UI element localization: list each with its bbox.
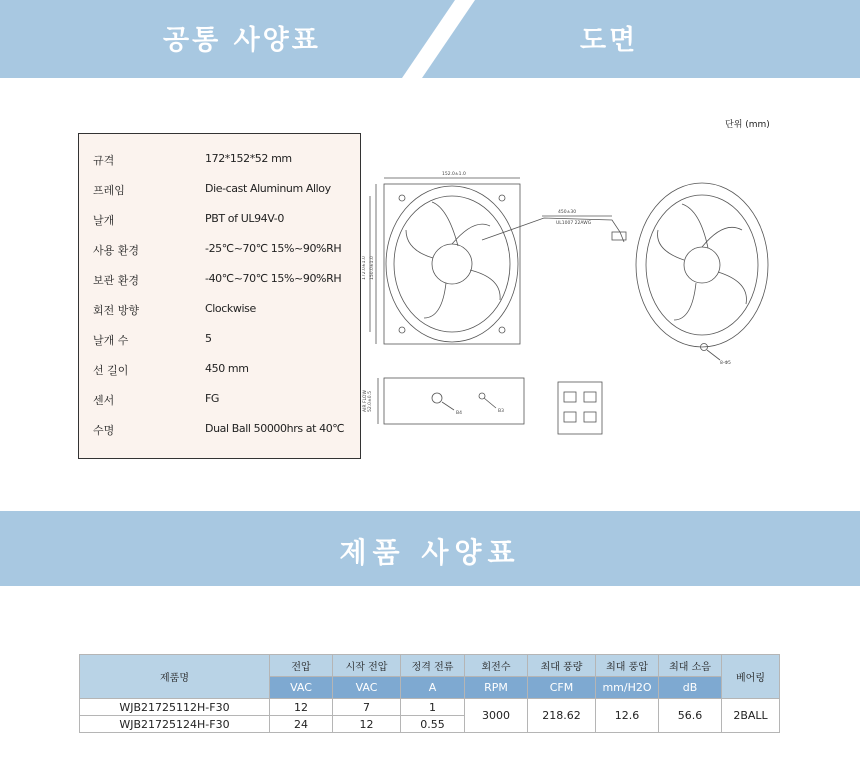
mini-diagram-part bbox=[564, 412, 576, 422]
mini-diagram bbox=[558, 382, 602, 434]
start-voltage-cell: 7 bbox=[333, 699, 401, 716]
voltage-cell: 12 bbox=[270, 699, 333, 716]
model-cell: WJB21725112H-F30 bbox=[80, 699, 270, 716]
mount-hole bbox=[399, 195, 405, 201]
header-band bbox=[0, 0, 860, 78]
spec-label: 센서 bbox=[93, 394, 115, 407]
product-spec-title: 제품 사양표 bbox=[339, 536, 521, 569]
product-spec-table bbox=[79, 654, 780, 733]
spec-label: 프레임 bbox=[93, 184, 125, 197]
mount-hole bbox=[499, 327, 505, 333]
spec-label: 날개 bbox=[93, 214, 115, 227]
spec-value: Dual Ball 50000hrs at 40℃ bbox=[205, 422, 345, 435]
table-header: 베어링 bbox=[722, 655, 780, 699]
noise-cell: 56.6 bbox=[659, 699, 722, 733]
spec-value: PBT of UL94V-0 bbox=[205, 212, 284, 225]
spec-row bbox=[79, 239, 360, 261]
arrow-a-label: B4 bbox=[456, 411, 462, 416]
unit-header: VAC bbox=[333, 677, 401, 699]
spec-value: -25℃~70℃ 15%~90%RH bbox=[205, 242, 342, 255]
table-header: 제품명 bbox=[80, 655, 270, 699]
table-header: 최대 풍량 bbox=[528, 655, 596, 677]
spec-value: -40℃~70℃ 15%~90%RH bbox=[205, 272, 342, 285]
spec-label: 규격 bbox=[93, 154, 115, 167]
table-header: 최대 소음 bbox=[659, 655, 722, 677]
unit-note: 단위 (mm) bbox=[725, 120, 770, 130]
table-row bbox=[80, 699, 780, 716]
side-arrow-leader bbox=[484, 398, 496, 408]
spec-value: 172*152*52 mm bbox=[205, 152, 292, 165]
spec-row bbox=[79, 299, 360, 321]
rpm-cell: 3000 bbox=[465, 699, 528, 733]
spec-label: 회전 방향 bbox=[93, 304, 140, 317]
spec-table bbox=[78, 133, 361, 459]
connector bbox=[612, 232, 626, 240]
spec-label: 보관 환경 bbox=[93, 274, 140, 287]
spec-row bbox=[79, 359, 360, 381]
cfm-cell: 218.62 bbox=[528, 699, 596, 733]
common-spec-title: 공통 사양표 bbox=[163, 25, 321, 56]
spec-row bbox=[79, 179, 360, 201]
pressure-cell: 12.6 bbox=[596, 699, 659, 733]
hole-label: 8-Φ5 bbox=[720, 361, 731, 366]
unit-header: RPM bbox=[465, 677, 528, 699]
fan-technical-drawing bbox=[362, 160, 782, 440]
start-voltage-cell: 12 bbox=[333, 716, 401, 733]
voltage-cell: 24 bbox=[270, 716, 333, 733]
unit-header: A bbox=[401, 677, 465, 699]
lead-wire bbox=[482, 218, 624, 242]
dim-top-label: 152.0±1.0 bbox=[442, 172, 466, 177]
fan-frame-inner bbox=[394, 196, 510, 332]
fan-hub bbox=[432, 244, 472, 284]
wire-spec-label: UL1007 22AWG bbox=[556, 221, 592, 226]
side-dim-label: 52.0±0.5 bbox=[368, 391, 373, 412]
table-header: 시작 전압 bbox=[333, 655, 401, 677]
spec-label: 사용 환경 bbox=[93, 244, 140, 257]
hole-leader bbox=[707, 350, 720, 360]
unit-header: CFM bbox=[528, 677, 596, 699]
spec-value: Clockwise bbox=[205, 302, 256, 315]
side-arrow-marker bbox=[432, 393, 442, 403]
fan-back-blades bbox=[658, 204, 747, 320]
unit-header: VAC bbox=[270, 677, 333, 699]
table-header: 정격 전류 bbox=[401, 655, 465, 677]
fan-blades bbox=[406, 202, 500, 318]
spec-row bbox=[79, 269, 360, 291]
arrow-b-label: B3 bbox=[498, 409, 504, 414]
spec-row bbox=[79, 419, 360, 441]
drawing-title: 도면 bbox=[580, 25, 639, 56]
header-band-shapes bbox=[0, 0, 860, 78]
spec-row bbox=[79, 209, 360, 231]
spec-value: Die-cast Aluminum Alloy bbox=[205, 182, 331, 195]
spec-row bbox=[79, 329, 360, 351]
mount-hole bbox=[399, 327, 405, 333]
unit-header: mm/H2O bbox=[596, 677, 659, 699]
mount-hole bbox=[499, 195, 505, 201]
spec-value: 450 mm bbox=[205, 362, 249, 375]
fan-back-hub bbox=[684, 247, 720, 283]
side-arrow-leader bbox=[442, 402, 454, 410]
mini-diagram-part bbox=[564, 392, 576, 402]
dim-side-outer-label: 172.0±1.0 bbox=[362, 256, 367, 280]
spec-value: 5 bbox=[205, 332, 212, 345]
spec-label: 수명 bbox=[93, 424, 115, 437]
table-header: 회전수 bbox=[465, 655, 528, 677]
fan-frame-ellipse bbox=[386, 186, 518, 342]
unit-header: dB bbox=[659, 677, 722, 699]
spec-label: 날개 수 bbox=[93, 334, 129, 347]
spec-value: FG bbox=[205, 392, 220, 405]
spec-row bbox=[79, 389, 360, 411]
current-cell: 0.55 bbox=[401, 716, 465, 733]
spec-row bbox=[79, 149, 360, 171]
bearing-cell: 2BALL bbox=[722, 699, 780, 733]
fan-side-view bbox=[384, 378, 524, 424]
product-spec-band bbox=[0, 511, 860, 586]
model-cell: WJB21725124H-F30 bbox=[80, 716, 270, 733]
fan-frame-outline bbox=[384, 184, 520, 344]
mini-diagram-part bbox=[584, 412, 596, 422]
dim-side-inner-label: 150.0±1.0 bbox=[370, 256, 375, 280]
fan-back-inner bbox=[646, 195, 758, 335]
table-header: 최대 풍압 bbox=[596, 655, 659, 677]
spec-label: 선 길이 bbox=[93, 364, 129, 377]
side-label: AIR FLOW bbox=[363, 390, 368, 412]
table-header: 전압 bbox=[270, 655, 333, 677]
current-cell: 1 bbox=[401, 699, 465, 716]
mini-diagram-part bbox=[584, 392, 596, 402]
wire-dim-label: 450±30 bbox=[558, 210, 577, 215]
fan-back-outline bbox=[636, 183, 768, 347]
